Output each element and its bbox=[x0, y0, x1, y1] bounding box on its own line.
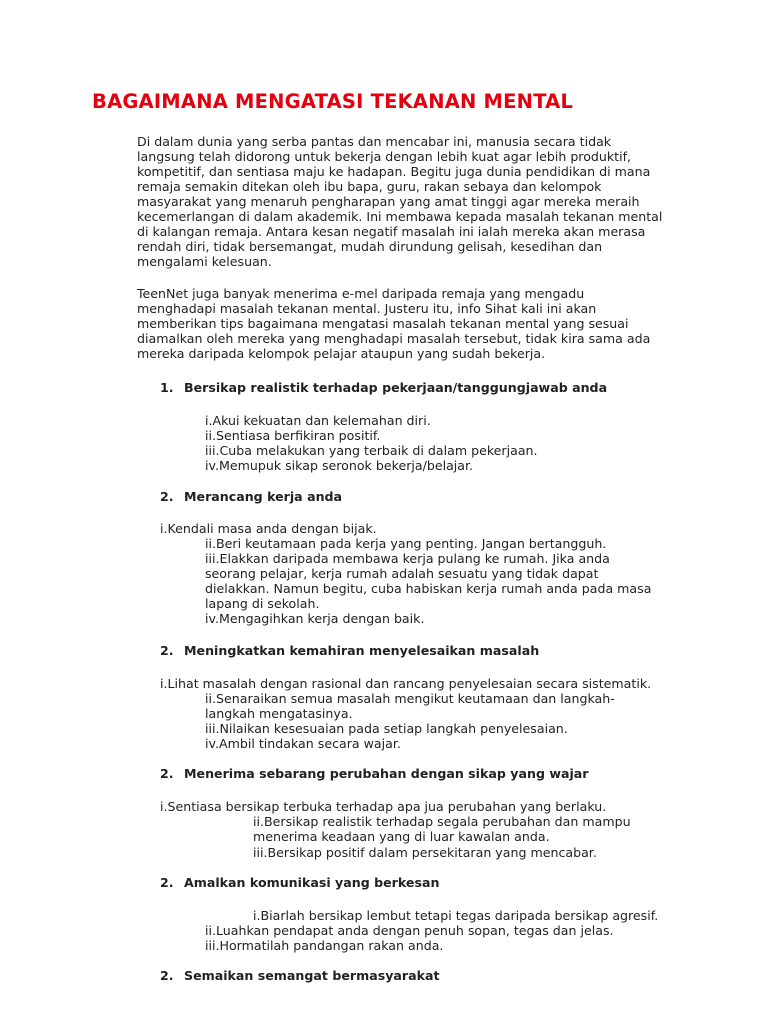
intro-line: rendah diri, tidak bersemangat, mudah dirundung gelisah, kesedihan dan bbox=[137, 239, 603, 254]
sub-item: iv.Memupuk sikap seronok bekerja/belajar. bbox=[205, 458, 474, 473]
sub-item: iv.Ambil tindakan secara wajar. bbox=[205, 736, 401, 751]
section-heading-text: Semaikan semangat bermasyarakat bbox=[184, 968, 440, 983]
intro-line: kecemerlangan di dalam akademik. Ini membawa kepada masalah tekanan mental bbox=[137, 209, 663, 224]
section-number: 2. bbox=[160, 489, 174, 504]
section-heading bbox=[160, 643, 539, 658]
intro-line: mengalami kelesuan. bbox=[137, 254, 272, 269]
intro-line: remaja semakin ditekan oleh ibu bapa, guru, rakan sebaya dan kelompok bbox=[137, 179, 602, 194]
sub-item: iii.Hormatilah pandangan rakan anda. bbox=[205, 938, 444, 953]
section-heading bbox=[160, 968, 440, 983]
section-heading bbox=[160, 875, 439, 890]
section-heading-text: Menerima sebarang perubahan dengan sikap yang wajar bbox=[184, 766, 589, 781]
section-heading bbox=[160, 380, 607, 395]
section-number: 1. bbox=[160, 380, 174, 395]
sub-item: i.Kendali masa anda dengan bijak. bbox=[160, 521, 377, 536]
intro-line: langsung telah didorong untuk bekerja dengan lebih kuat agar lebih produktif, bbox=[137, 149, 632, 164]
section-heading-text: Meningkatkan kemahiran menyelesaikan masalah bbox=[184, 643, 540, 658]
section-heading bbox=[160, 489, 342, 504]
sub-item: iii.Bersikap positif dalam persekitaran yang mencabar. bbox=[253, 845, 597, 860]
sub-item: ii.Luahkan pendapat anda dengan penuh sopan, tegas dan jelas. bbox=[205, 923, 614, 938]
intro-paragraph bbox=[137, 134, 697, 269]
sub-item: lapang di sekolah. bbox=[205, 596, 320, 611]
section-number: 2. bbox=[160, 766, 174, 781]
second-line: TeenNet juga banyak menerima e-mel daripada remaja yang mengadu bbox=[137, 286, 585, 301]
section-heading-text: Amalkan komunikasi yang berkesan bbox=[184, 875, 440, 890]
section-number: 2. bbox=[160, 968, 174, 983]
second-paragraph bbox=[137, 286, 697, 361]
sub-item: ii.Bersikap realistik terhadap segala perubahan dan mampu bbox=[253, 814, 631, 829]
sub-item: menerima keadaan yang di luar kawalan anda. bbox=[253, 829, 550, 844]
page-title: BAGAIMANA MENGATASI TEKANAN MENTAL bbox=[92, 90, 574, 113]
intro-line: masyarakat yang menaruh pengharapan yang amat tinggi agar mereka meraih bbox=[137, 194, 640, 209]
section-heading bbox=[160, 766, 589, 781]
second-line: menghadapi masalah tekanan mental. Justeru itu, info Sihat kali ini akan bbox=[137, 301, 597, 316]
sub-item: i.Sentiasa bersikap terbuka terhadap apa jua perubahan yang berlaku. bbox=[160, 799, 607, 814]
second-line: mereka daripada kelompok pelajar ataupun yang sudah bekerja. bbox=[137, 346, 546, 361]
sub-item: ii.Sentiasa berfikiran positif. bbox=[205, 428, 381, 443]
sub-item: seorang pelajar, kerja rumah adalah sesuatu yang tidak dapat bbox=[205, 566, 599, 581]
section-heading-text: Bersikap realistik terhadap pekerjaan/tanggungjawab anda bbox=[184, 380, 608, 395]
second-line: memberikan tips bagaimana mengatasi masalah tekanan mental yang sesuai bbox=[137, 316, 629, 331]
intro-line: Di dalam dunia yang serba pantas dan mencabar ini, manusia secara tidak bbox=[137, 134, 612, 149]
second-line: diamalkan oleh mereka yang menghadapi masalah tersebut, tidak kira sama ada bbox=[137, 331, 651, 346]
sub-item: ii.Beri keutamaan pada kerja yang penting. Jangan bertangguh. bbox=[205, 536, 607, 551]
sub-item: langkah mengatasinya. bbox=[205, 706, 353, 721]
section-number: 2. bbox=[160, 875, 174, 890]
sub-item: i.Biarlah bersikap lembut tetapi tegas daripada bersikap agresif. bbox=[253, 908, 659, 923]
sub-item: ii.Senaraikan semua masalah mengikut keutamaan dan langkah- bbox=[205, 691, 615, 706]
intro-line: di kalangan remaja. Antara kesan negatif masalah ini ialah mereka akan merasa bbox=[137, 224, 646, 239]
section-heading-text: Merancang kerja anda bbox=[184, 489, 343, 504]
sub-item: iii.Elakkan daripada membawa kerja pulang ke rumah. Jika anda bbox=[205, 551, 610, 566]
sub-item: dielakkan. Namun begitu, cuba habiskan kerja rumah anda pada masa bbox=[205, 581, 652, 596]
intro-line: kompetitif, dan sentiasa maju ke hadapan. Begitu juga dunia pendidikan di mana bbox=[137, 164, 651, 179]
sub-item: i.Akui kekuatan dan kelemahan diri. bbox=[205, 413, 431, 428]
sub-item: iii.Nilaikan kesesuaian pada setiap langkah penyelesaian. bbox=[205, 721, 568, 736]
sub-item: iii.Cuba melakukan yang terbaik di dalam pekerjaan. bbox=[205, 443, 538, 458]
sub-item: i.Lihat masalah dengan rasional dan rancang penyelesaian secara sistematik. bbox=[160, 676, 652, 691]
section-number: 2. bbox=[160, 643, 174, 658]
sub-item: iv.Mengagihkan kerja dengan baik. bbox=[205, 611, 425, 626]
